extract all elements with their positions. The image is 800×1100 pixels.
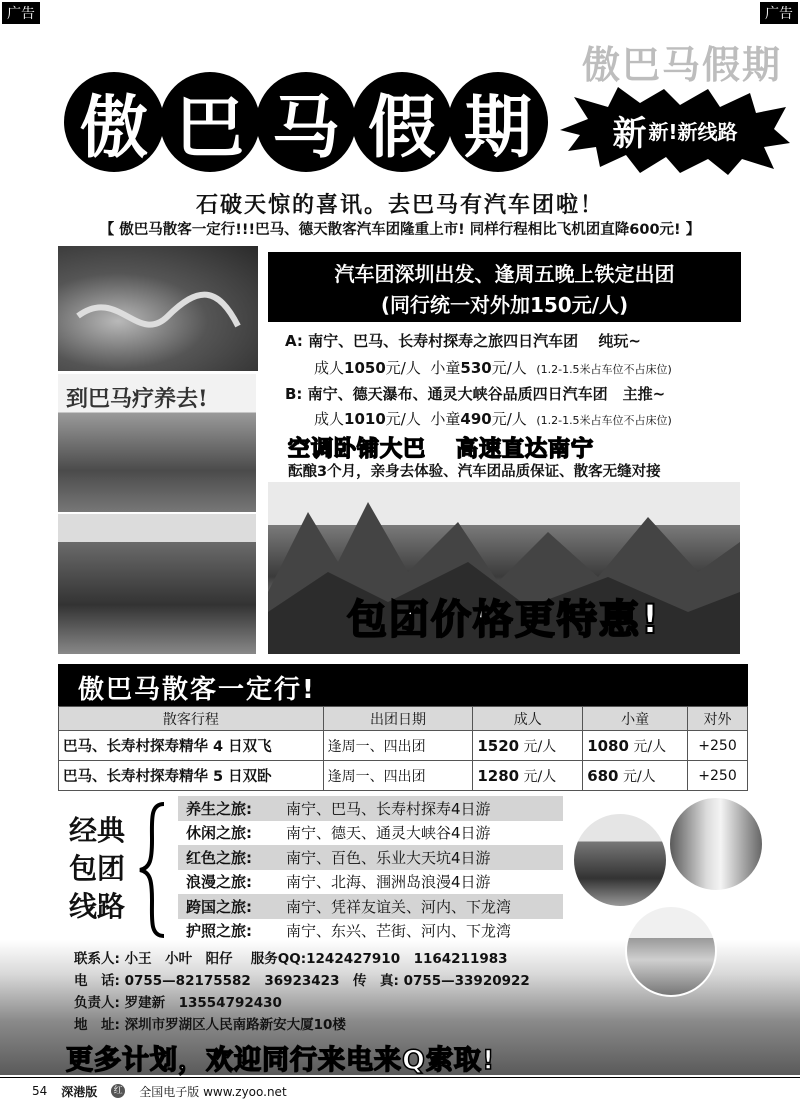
bus-features — [288, 432, 594, 463]
notice-line: 【 傲巴马散客一定行!!!巴马、德天散客汽车团隆重上市! 同样行程相比飞机团直降600元! 】 — [99, 222, 701, 238]
row-name: 巴马、长寿村探寿精华 5 日双卧 — [59, 761, 324, 791]
row-date: 逢周一、四出团 — [323, 731, 473, 761]
table-title: 傲巴马散客一定行! — [58, 664, 748, 706]
page-footer — [0, 1077, 800, 1100]
contact-address: 地 址: 深圳市罗湖区人民南路新安大厦10楼 — [74, 1017, 346, 1033]
starburst-small: 新!新线路 — [648, 119, 738, 144]
brand-char-2: 巴 — [160, 72, 260, 172]
row-adult: 1520 元/人 — [473, 731, 583, 761]
row-extra: +250 — [688, 731, 748, 761]
row-adult: 1280 元/人 — [473, 761, 583, 791]
col-child: 小童 — [583, 707, 688, 731]
route-a-label: A: 南宁、巴马、长寿村探寿之旅四日汽车团 纯玩~ — [285, 332, 641, 350]
ad-tag-right: 广告 — [760, 2, 798, 24]
tour-list — [178, 796, 563, 943]
list-item: 养生之旅: 南宁、巴马、长寿村探寿4日游 — [178, 796, 563, 821]
brace-icon — [138, 800, 168, 940]
row-child: 680 元/人 — [583, 761, 688, 791]
table-header-row — [59, 707, 748, 731]
list-item: 护照之旅: 南宁、东兴、芒街、河内、下龙湾 — [186, 922, 512, 941]
brand-char-4: 假 — [352, 72, 452, 172]
table-row — [59, 731, 748, 761]
table-row — [59, 761, 748, 791]
brand-char-3: 马 — [256, 72, 356, 172]
page-number: 54 — [32, 1084, 48, 1098]
watermark-title: 傲巴马假期 — [581, 42, 782, 87]
route-a-price: 成人1050元/人 小童530元/人 (1.2-1.5米占车位不占床位) — [314, 359, 672, 377]
col-extra: 对外 — [688, 707, 748, 731]
edition: 深港版 — [61, 1084, 98, 1099]
route-b-label: B: 南宁、德天瀑布、通灵大峡谷品质四日汽车团 主推~ — [285, 385, 666, 403]
bus-header-line2: (同行统一对外加150元/人) — [380, 293, 629, 317]
list-item: 跨国之旅: 南宁、凭祥友谊关、河内、下龙湾 — [178, 894, 563, 919]
row-name: 巴马、长寿村探寿精华 4 日双飞 — [59, 731, 324, 761]
col-adult: 成人 — [473, 707, 583, 731]
classic-line-3: 线路 — [68, 890, 125, 923]
lake-circle-photo — [572, 812, 668, 908]
bus-header-line1: 汽车团深圳出发、逢周五晚上铁定出团 — [334, 262, 675, 286]
classic-line-1: 经典 — [68, 814, 125, 847]
feature-highway: 高速直达南宁 — [456, 437, 595, 462]
bus-tour-header — [268, 252, 741, 322]
feature-sleeper-bus: 空调卧铺大巴 — [288, 437, 427, 462]
list-item: 休闲之旅: 南宁、德天、通灵大峡谷4日游 — [186, 824, 491, 843]
contact-people: 联系人: 小王 小叶 阳仔 服务QQ:1242427910 1164211983 — [74, 951, 508, 967]
col-itinerary: 散客行程 — [59, 707, 324, 731]
brand-char-5: 期 — [448, 72, 548, 172]
list-item: 红色之旅: 南宁、百色、乐业大天坑4日游 — [178, 845, 563, 870]
tagline: 石破天惊的喜讯。去巴马有汽车团啦！ — [195, 192, 604, 218]
list-item: 浪漫之旅: 南宁、北海、涠洲岛浪漫4日游 — [186, 873, 491, 892]
quality-subline: 酝酿3个月，亲身去体验、汽车团品质保证、散客无缝对接 — [288, 464, 661, 480]
red-logo-icon: 红 — [111, 1084, 125, 1098]
site-link[interactable]: 全国电子版 www.zyoo.net — [139, 1084, 287, 1099]
row-child: 1080 元/人 — [583, 731, 688, 761]
waterfall-circle-photo — [668, 796, 764, 892]
contact-manager: 负责人: 罗建新 13554792430 — [74, 995, 282, 1011]
classic-line-2: 包团 — [68, 852, 125, 885]
village-elders-photo — [58, 374, 256, 512]
footer-slogan: 更多计划，欢迎同行来电来Q索取! — [66, 1045, 496, 1076]
group-price-slogan: 包团价格更特惠! — [346, 597, 662, 643]
starburst-big: 新 — [612, 113, 647, 154]
route-b-price: 成人1010元/人 小童490元/人 (1.2-1.5米占车位不占床位) — [314, 410, 672, 428]
row-date: 逢周一、四出团 — [323, 761, 473, 791]
centenarians-group-photo — [58, 514, 256, 654]
photo-caption: 到巴马疗养去! — [66, 386, 208, 412]
contact-phone: 电 话: 0755—82175582 36923423 传 真: 0755—33920922 — [74, 973, 530, 989]
beach-circle-photo — [625, 905, 717, 997]
col-date: 出团日期 — [323, 707, 473, 731]
new-route-starburst — [560, 85, 790, 175]
river-bend-icon — [58, 246, 258, 371]
row-extra: +250 — [688, 761, 748, 791]
terraced-fields-photo — [58, 246, 258, 371]
classic-routes-label — [62, 812, 132, 926]
price-table — [58, 706, 748, 791]
ad-tag-left: 广告 — [2, 2, 40, 24]
brand-char-1: 傲 — [64, 72, 164, 172]
